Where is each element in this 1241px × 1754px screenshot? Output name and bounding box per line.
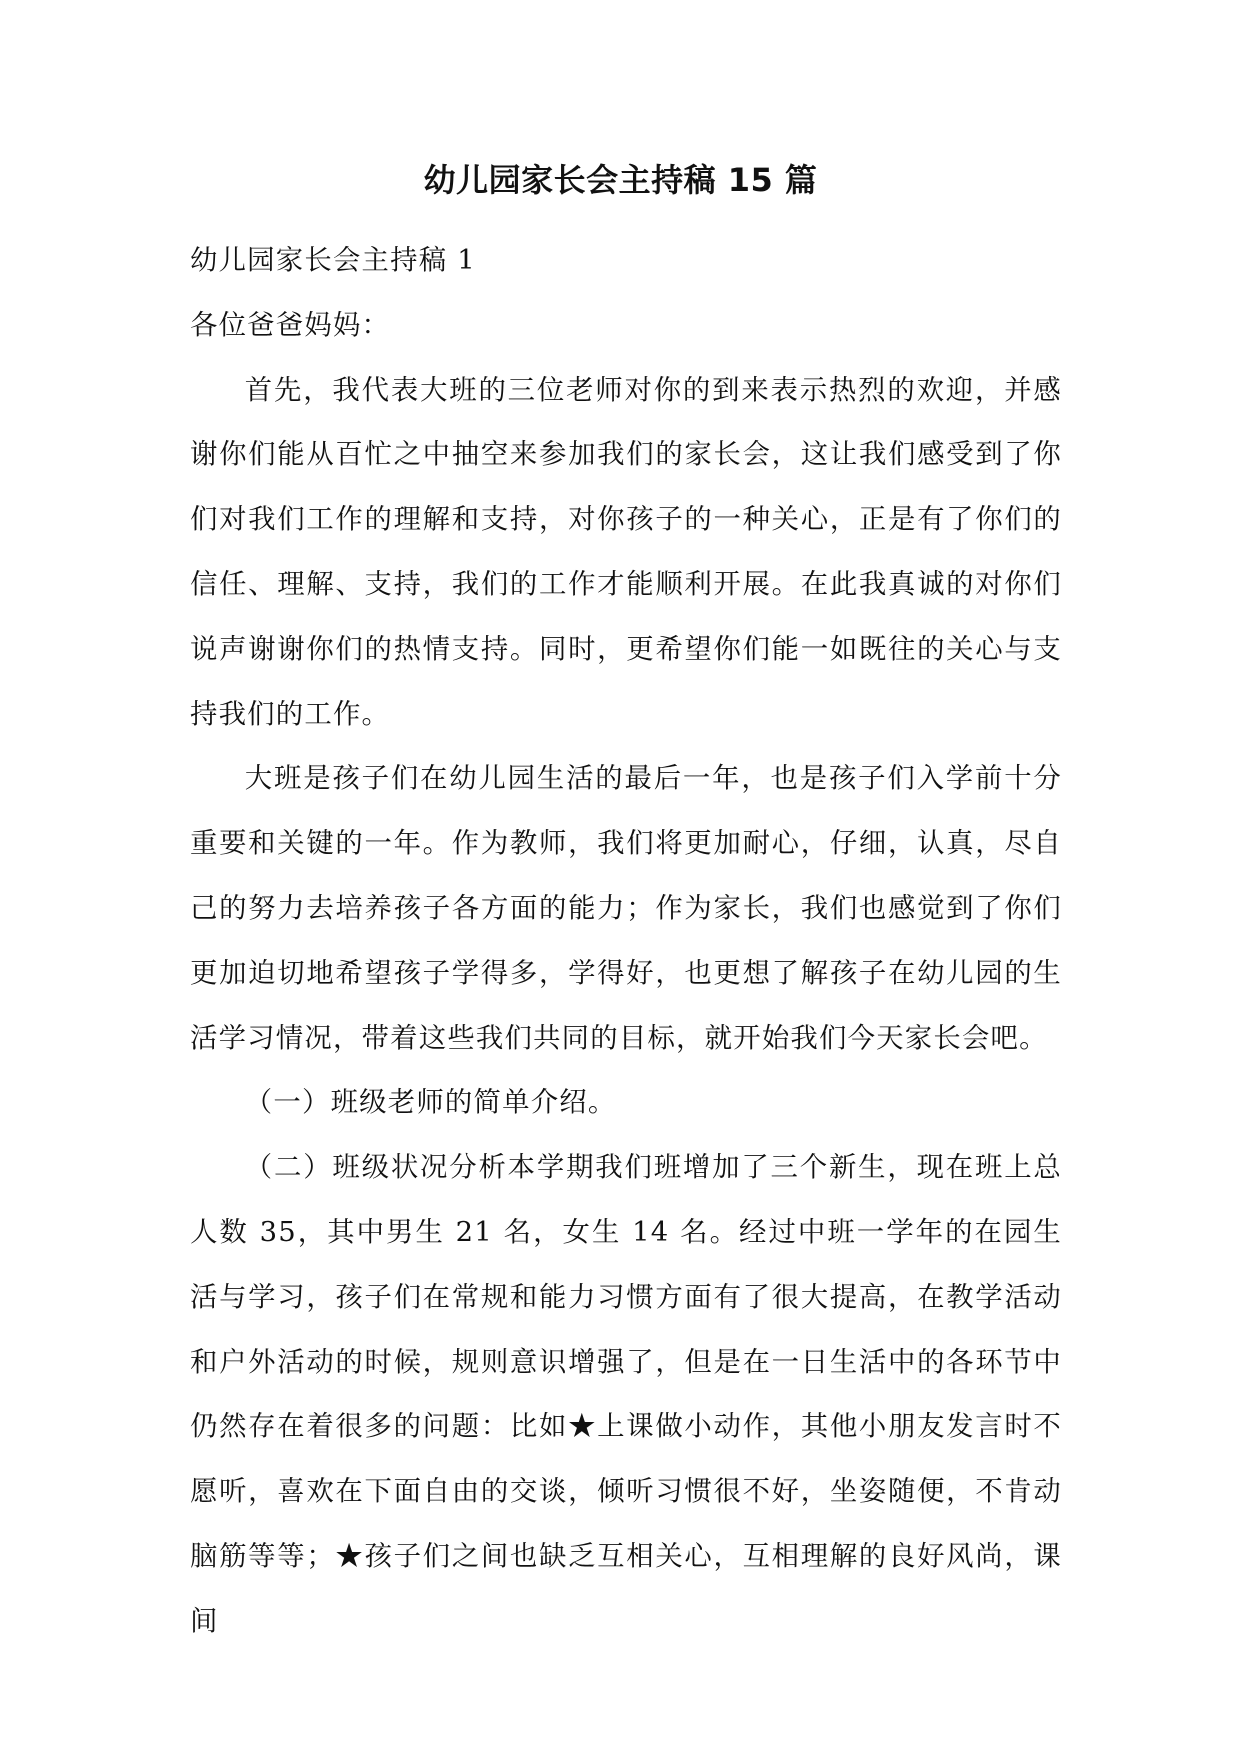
salutation: 各位爸爸妈妈： xyxy=(190,309,391,341)
document-subtitle: 幼儿园家长会主持稿 1 xyxy=(190,245,476,276)
paragraph-welcome: 首先，我代表大班的三位老师对你的到来表示热烈的欢迎，并感谢你们能从百忙之中抽空来参加我们的家长会，这让我们感受到了你们对我们工作的理解和支持，对你孩子的一种关心，正是有了你们的信任、理解、支持，我们的工作才能顺利开展。在此我真诚的对你们说声谢谢你们的热情支持。同时，更希望你们能一如既往的关心与支持我们的工作。 xyxy=(190,374,1062,730)
paragraph-class-analysis: （二）班级状况分析本学期我们班增加了三个新生，现在班上总人数 35，其中男生 21 名，女生 14 名。经过中班一学年的在园生活与学习，孩子们在常规和能力习惯方面有了很大提高，在教学活动和户外活动的时候，规则意识增强了，但是在一日生活中的各环节中仍然存在着很多的问题：比如★上课做小动作，其他小朋友发言时不愿听，喜欢在下面自由的交谈，倾听习惯很不好，坐姿随便，不肯动脑筋等等；★孩子们之间也缺乏互相关心，互相理解的良好风尚，课间 xyxy=(190,1152,1062,1637)
document-title: 幼儿园家长会主持稿 15 篇 xyxy=(423,161,818,199)
paragraph-teacher-intro: （一）班级老师的简单介绍。 xyxy=(244,1087,617,1119)
paragraph-senior-class: 大班是孩子们在幼儿园生活的最后一年，也是孩子们入学前十分重要和关键的一年。作为教师，我们将更加耐心，仔细，认真，尽自己的努力去培养孩子各方面的能力；作为家长，我们也感觉到了你们更加迫切地希望孩子学得多，学得好，也更想了解孩子在幼儿园的生活学习情况，带着这些我们共同的目标，就开始我们今天家长会吧。 xyxy=(190,763,1062,1054)
document-body xyxy=(190,229,1062,1655)
